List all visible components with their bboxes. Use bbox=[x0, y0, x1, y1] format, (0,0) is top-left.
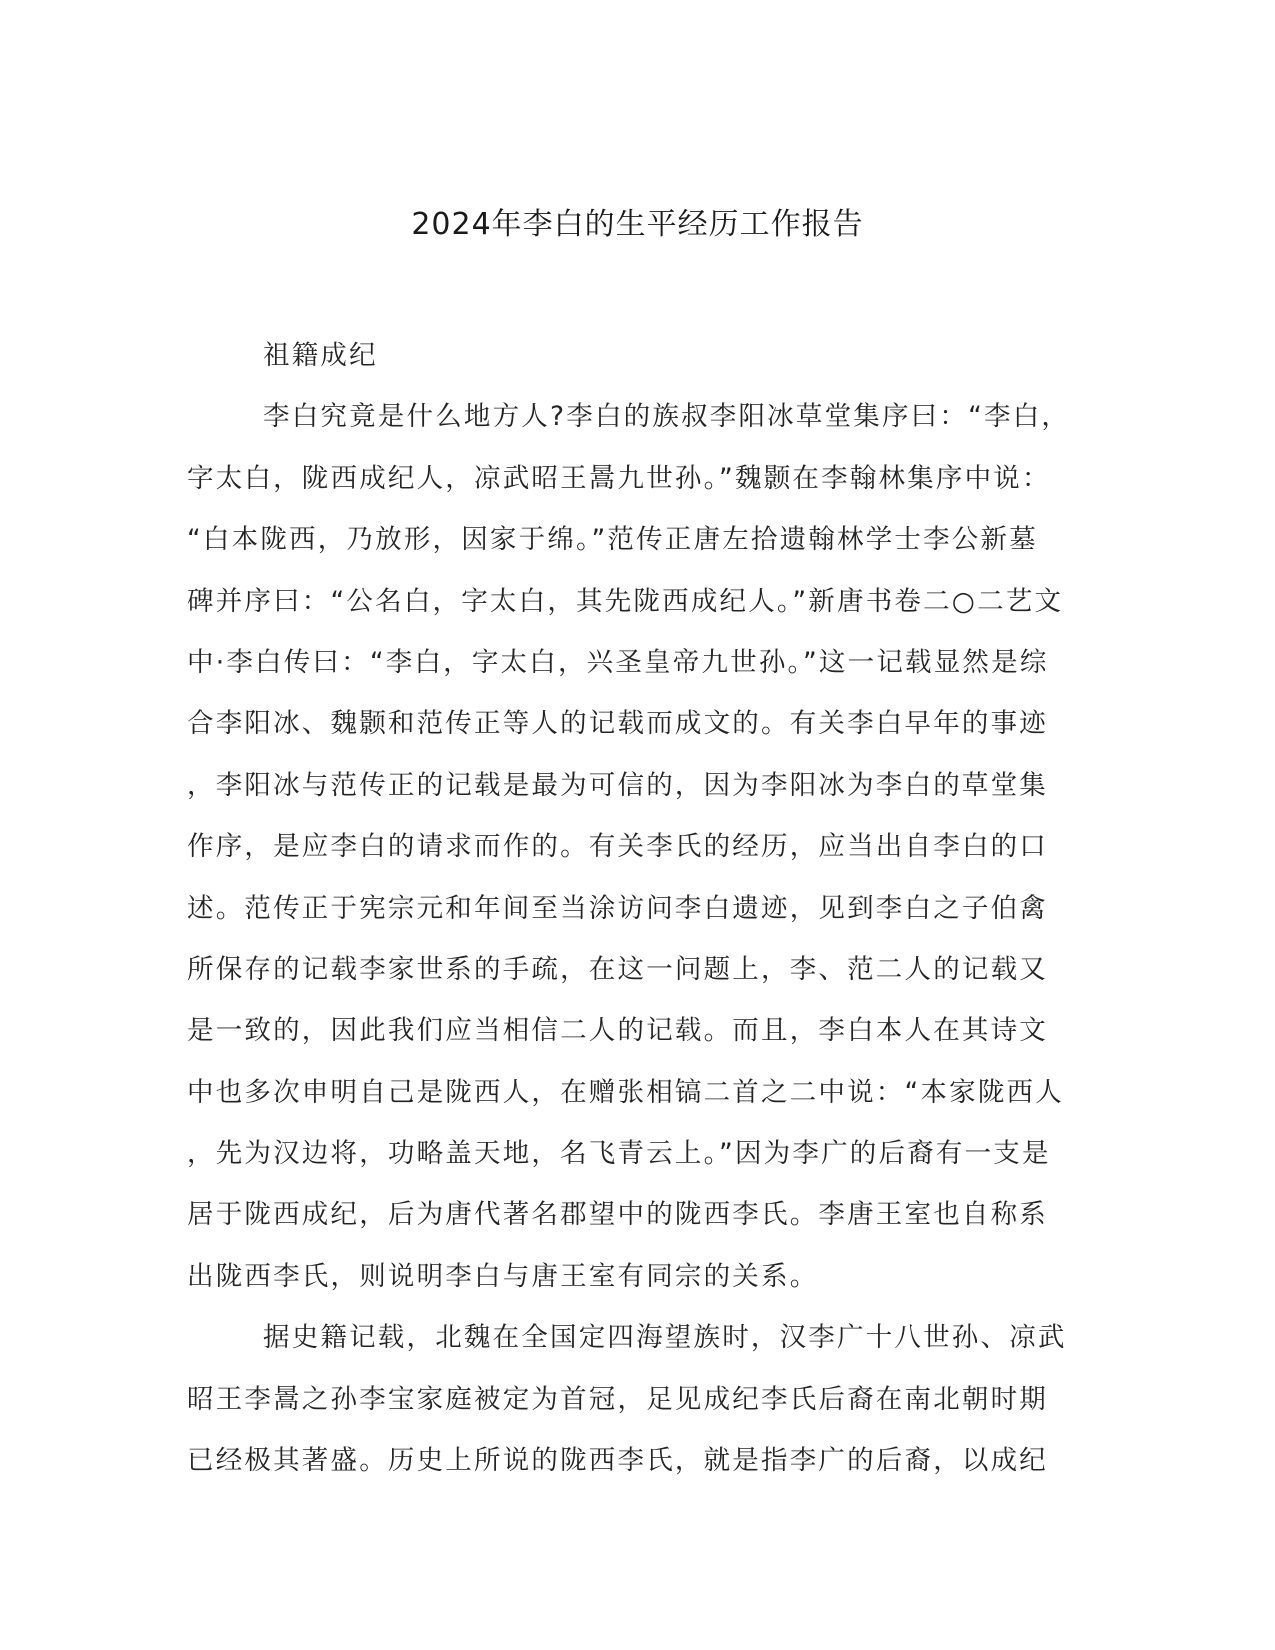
paragraph-line: 中·李白传曰：“李白，字太白，兴圣皇帝九世孙。”这一记载显然是综 bbox=[187, 646, 1049, 678]
paragraph-line: 所保存的记载李家世系的手疏，在这一问题上，李、范二人的记载又 bbox=[187, 953, 1048, 985]
paragraph-line: 出陇西李氏，则说明李白与唐王室有同宗的关系。 bbox=[187, 1260, 819, 1292]
section-heading: 祖籍成纪 bbox=[263, 340, 378, 371]
paragraph-line: 碑并序曰：“公名白，字太白，其先陇西成纪人。”新唐书卷二○二艺文 bbox=[187, 585, 1064, 617]
paragraph-line: 据史籍记载，北魏在全国定四海望族时，汉李广十八世孙、凉武 bbox=[263, 1322, 1067, 1354]
document-title: 2024年李白的生平经历工作报告 bbox=[411, 207, 864, 242]
paragraph-line: 述。范传正于宪宗元和年间至当涂访问李白遗迹，见到李白之子伯禽 bbox=[187, 892, 1048, 924]
paragraph-line: 合李阳冰、魏颢和范传正等人的记载而成文的。有关李白早年的事迹 bbox=[187, 708, 1048, 740]
paragraph-line: 已经极其著盛。历史上所说的陇西李氏，就是指李广的后裔，以成纪 bbox=[187, 1445, 1048, 1477]
paragraph-line: 是一致的，因此我们应当相信二人的记载。而且，李白本人在其诗文 bbox=[187, 1015, 1048, 1047]
paragraph-line: 作序，是应李白的请求而作的。有关李氏的经历，应当出自李白的口 bbox=[187, 831, 1048, 863]
document-body bbox=[187, 325, 1072, 1491]
paragraph-line: “白本陇西，乃放形，因家于绵。”范传正唐左拾遗翰林学士李公新墓 bbox=[187, 524, 1038, 556]
paragraph-line: 居于陇西成纪，后为唐代著名郡望中的陇西李氏。李唐王室也自称系 bbox=[187, 1199, 1048, 1231]
paragraph-line: 字太白，陇西成纪人，凉武昭王暠九世孙。”魏颢在李翰林集序中说： bbox=[187, 462, 1051, 494]
paragraph-line: 昭王李暠之孙李宝家庭被定为首冠，足见成纪李氏后裔在南北朝时期 bbox=[187, 1383, 1048, 1415]
paragraph-line: ，先为汉边将，功略盖天地，名飞青云上。”因为李广的后裔有一支是 bbox=[187, 1138, 1051, 1170]
paragraph-line: 李白究竟是什么地方人?李白的族叔李阳冰草堂集序曰：“李白， bbox=[263, 401, 1071, 433]
paragraph-line: ，李阳冰与范传正的记载是最为可信的，因为李阳冰为李白的草堂集 bbox=[187, 769, 1048, 801]
paragraph-line: 中也多次申明自己是陇西人，在赠张相镐二首之二中说：“本家陇西人 bbox=[187, 1076, 1064, 1108]
